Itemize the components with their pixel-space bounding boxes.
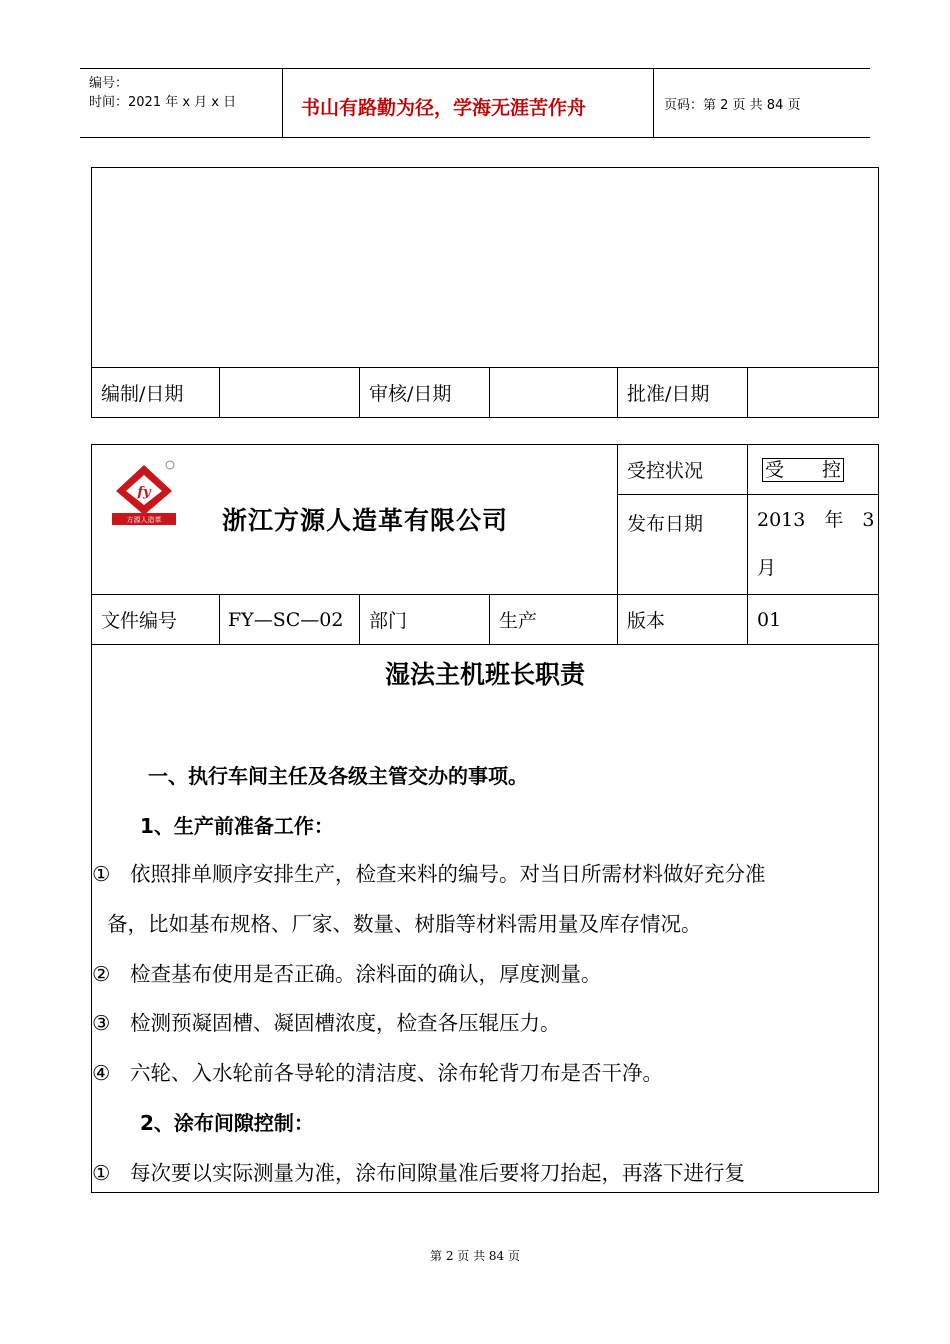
- signoff-blank-area: [92, 168, 879, 368]
- page-header: [80, 68, 870, 138]
- issue-date-value: [748, 495, 879, 595]
- logo-text: 方源人造革: [126, 516, 162, 524]
- file-number-label: 文件编号: [92, 595, 220, 645]
- list-item-number: ③: [92, 1011, 111, 1035]
- document-control-table: [91, 444, 879, 645]
- list-item-text: 检测预凝固槽、凝固槽浓度，检查各压辊压力。: [130, 1011, 561, 1035]
- department-value: 生产: [490, 595, 618, 645]
- list-item-continuation: [107, 907, 702, 937]
- control-status-label: 受控状况: [618, 445, 748, 495]
- approved-date-label: 批准/日期: [618, 368, 748, 418]
- prepared-date-value: [220, 368, 360, 418]
- control-status-value: 受 控: [762, 458, 844, 482]
- file-number-value: FY—SC—02: [220, 595, 360, 645]
- company-name: 浙江方源人造革有限公司: [222, 506, 509, 535]
- company-cell: [92, 445, 618, 595]
- svg-text:fy: fy: [137, 485, 151, 500]
- subheading-preparation: 1、生产前准备工作：: [140, 814, 334, 838]
- page-footer: 第 2 页 共 84 页: [430, 1249, 520, 1263]
- document-title: 湿法主机班长职责: [384, 660, 585, 689]
- list-item-text: 六轮、入水轮前各导轮的清洁度、涂布轮背刀布是否干净。: [130, 1061, 663, 1085]
- list-item-text: 每次要以实际测量为准，涂布间隙量准后要将刀抬起，再落下进行复: [130, 1161, 745, 1185]
- page-number-label: 页码：第 2 页 共 84 页: [664, 98, 801, 113]
- doc-number-label: 编号：: [89, 76, 129, 91]
- date-label: 时间：2021 年 x 月 x 日: [89, 95, 237, 110]
- list-item-number: ②: [92, 962, 111, 986]
- header-motto-cell: [283, 69, 654, 137]
- list-item-number: ④: [92, 1061, 111, 1085]
- reviewed-date-label: 审核/日期: [360, 368, 490, 418]
- list-item: [92, 1156, 745, 1186]
- list-item: [92, 857, 766, 887]
- reviewed-date-value: [490, 368, 618, 418]
- list-item-number: ①: [92, 862, 111, 886]
- version-label: 版本: [618, 595, 748, 645]
- list-item: [92, 957, 602, 987]
- approved-date-value: [748, 368, 879, 418]
- list-item: [92, 1006, 561, 1036]
- version-value: 01: [748, 595, 879, 645]
- issue-date-label: 发布日期: [618, 495, 748, 595]
- department-label: 部门: [360, 595, 490, 645]
- issue-date-line2: 月: [757, 557, 777, 579]
- list-item-number: ①: [92, 1161, 111, 1185]
- subheading-coating-gap: 2、涂布间隙控制：: [140, 1111, 314, 1135]
- signoff-table: [91, 167, 879, 418]
- list-item-text: 备，比如基布规格、厂家、数量、树脂等材料需用量及库存情况。: [107, 912, 702, 936]
- issue-date-line1: 2013 年 3: [757, 509, 875, 531]
- list-item-text: 依照排单顺序安排生产，检查来料的编号。对当日所需材料做好充分准: [130, 862, 766, 886]
- company-logo: [108, 457, 180, 529]
- control-status-value-cell: [748, 445, 879, 495]
- document-body: [91, 645, 879, 1193]
- prepared-date-label: 编制/日期: [92, 368, 220, 418]
- motto-text: 书山有路勤为径，学海无涯苦作舟: [301, 97, 587, 119]
- list-item: [92, 1056, 663, 1086]
- list-item-text: 检查基布使用是否正确。涂料面的确认，厚度测量。: [130, 962, 602, 986]
- section-heading-1: 一、执行车间主任及各级主管交办的事项。: [148, 764, 528, 788]
- header-meta-cell: [80, 69, 283, 137]
